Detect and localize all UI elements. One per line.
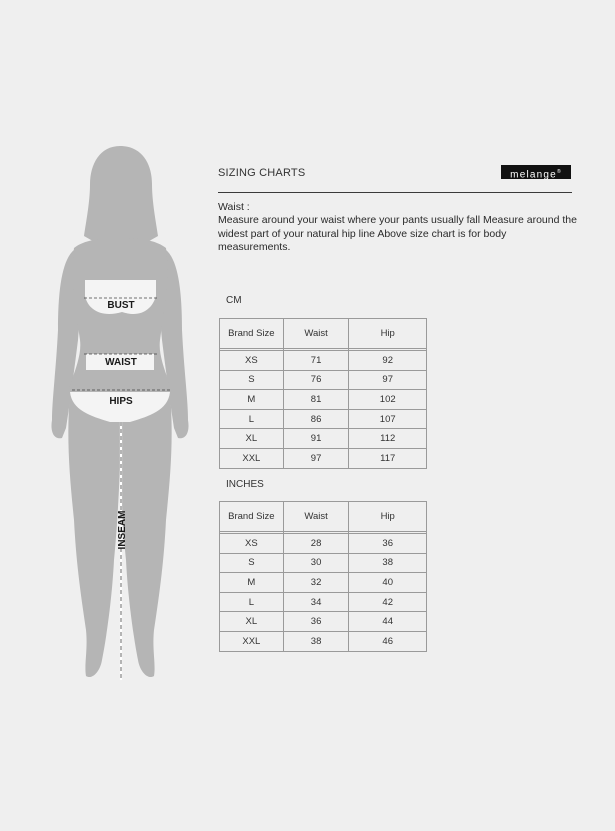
hip-cell: 36 <box>349 534 427 554</box>
waist-cell: 91 <box>283 429 349 449</box>
column-header: Brand Size <box>220 319 284 349</box>
hip-cell: 46 <box>349 631 427 651</box>
hips-label: HIPS <box>109 396 133 407</box>
hip-cell: 112 <box>349 429 427 449</box>
table-row <box>220 429 427 449</box>
column-header: Hip <box>349 319 427 349</box>
page-title: SIZING CHARTS <box>218 167 306 179</box>
hip-cell: 38 <box>349 553 427 573</box>
column-header: Waist <box>283 319 349 349</box>
body-silhouette <box>40 140 210 690</box>
inches-unit-label: INCHES <box>226 479 264 490</box>
column-header: Waist <box>283 502 349 532</box>
table-row <box>220 390 427 410</box>
instructions-body: Measure around your waist where your pants usually fall Measure around the widest part of your natural hip line Above size chart is for body measurements. <box>218 214 577 253</box>
size-cell: XS <box>220 534 284 554</box>
size-cell: XL <box>220 429 284 449</box>
hip-cell: 92 <box>349 351 427 371</box>
waist-cell: 71 <box>283 351 349 371</box>
inseam-label: INSEAM <box>117 510 128 550</box>
table-row <box>220 612 427 632</box>
size-cell: XXL <box>220 631 284 651</box>
column-header: Brand Size <box>220 502 284 532</box>
waist-cell: 34 <box>283 592 349 612</box>
table-row <box>220 553 427 573</box>
hip-cell: 117 <box>349 448 427 468</box>
size-cell: S <box>220 553 284 573</box>
waist-cell: 86 <box>283 409 349 429</box>
size-cell: M <box>220 390 284 410</box>
waist-cell: 97 <box>283 448 349 468</box>
waist-label: WAIST <box>105 357 137 368</box>
table-header-row <box>220 319 427 349</box>
size-cell: XL <box>220 612 284 632</box>
table-row <box>220 534 427 554</box>
header-divider <box>218 192 572 193</box>
size-cell: M <box>220 573 284 593</box>
hip-cell: 97 <box>349 370 427 390</box>
hip-cell: 102 <box>349 390 427 410</box>
body-measurement-illustration <box>40 140 210 690</box>
size-cell: L <box>220 409 284 429</box>
table-row <box>220 631 427 651</box>
table-row <box>220 351 427 371</box>
size-cell: L <box>220 592 284 612</box>
instructions-heading: Waist : <box>218 201 250 213</box>
size-cell: XS <box>220 351 284 371</box>
brand-logo-text: melange <box>510 169 557 181</box>
table-row <box>220 370 427 390</box>
table-row <box>220 573 427 593</box>
table-row <box>220 448 427 468</box>
waist-cell: 76 <box>283 370 349 390</box>
hip-cell: 42 <box>349 592 427 612</box>
hip-cell: 40 <box>349 573 427 593</box>
waist-cell: 81 <box>283 390 349 410</box>
cm-size-table <box>219 318 427 469</box>
waist-cell: 28 <box>283 534 349 554</box>
measurement-instructions <box>218 201 578 254</box>
brand-logo: melange® <box>501 165 571 179</box>
table-header-row <box>220 502 427 532</box>
column-header: Hip <box>349 502 427 532</box>
size-cell: S <box>220 370 284 390</box>
waist-cell: 30 <box>283 553 349 573</box>
table-row <box>220 409 427 429</box>
inches-size-table <box>219 501 427 652</box>
waist-cell: 36 <box>283 612 349 632</box>
cm-unit-label: CM <box>226 295 242 306</box>
waist-cell: 32 <box>283 573 349 593</box>
hip-cell: 44 <box>349 612 427 632</box>
size-cell: XXL <box>220 448 284 468</box>
hip-cell: 107 <box>349 409 427 429</box>
bust-label: BUST <box>107 300 135 311</box>
table-row <box>220 592 427 612</box>
waist-cell: 38 <box>283 631 349 651</box>
